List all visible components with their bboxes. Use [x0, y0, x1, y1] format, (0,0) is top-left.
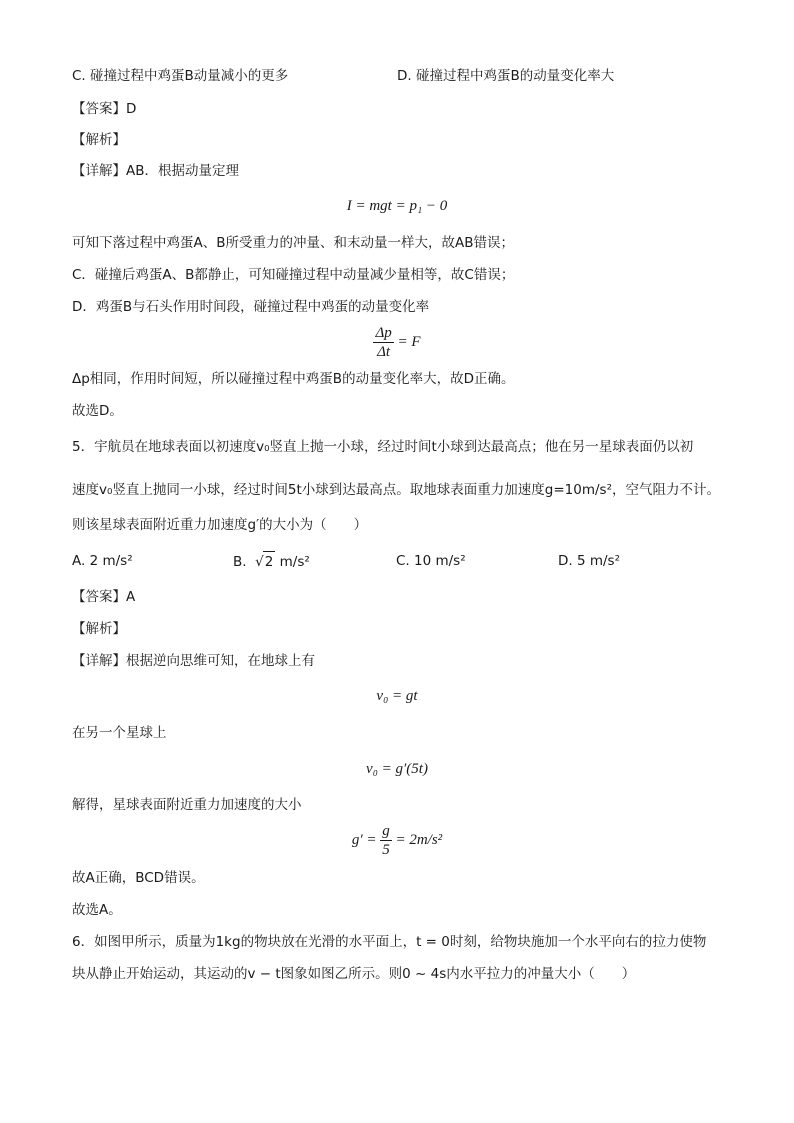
q4-fraction-rhs: = F [397, 334, 421, 350]
q5-option-b-radicand: 2 [263, 551, 276, 572]
q5-result-numerator: g [382, 823, 390, 840]
q5-equation-star: v₀ = g′(5t) [366, 761, 428, 777]
q5-option-d: D. 5 m/s² [558, 553, 621, 569]
q4-option-c: C. 碰撞过程中鸡蛋B动量减小的更多 [72, 68, 289, 84]
q5-result-denominator: 5 [382, 842, 390, 859]
q4-line-d: D．鸡蛋B与石头作用时间段，碰撞过程中鸡蛋的动量变化率 [72, 299, 430, 315]
q5-result-lhs: g′ = [351, 832, 377, 848]
q5-conclude: 故A正确，BCD错误。 [72, 870, 205, 886]
q4-line-ab: 可知下落过程中鸡蛋A、B所受重力的冲量、和末动量一样大，故AB错误； [72, 235, 514, 251]
q4-line-d2: Δp相同，作用时间短，所以碰撞过程中鸡蛋B的动量变化率大，故D正确。 [72, 371, 515, 387]
sqrt-icon: √ [250, 554, 264, 570]
q5-equation-earth: v₀ = gt [376, 688, 418, 704]
q4-option-d: D. 碰撞过程中鸡蛋B的动量变化率大 [397, 68, 615, 84]
q5-stem-line3: 则该星球表面附近重力加速度g′的大小为（ ） [72, 517, 368, 533]
q5-detail: 【详解】根据逆向思维可知，在地球上有 [72, 653, 315, 669]
q5-answer: 【答案】A [72, 589, 136, 605]
q4-fraction-numerator: Δp [375, 325, 392, 342]
q5-equation-result [0, 822, 794, 859]
q5-other-star: 在另一个星球上 [72, 725, 167, 741]
q5-analysis-heading: 【解析】 [72, 621, 126, 637]
q5-option-b-prefix: B. [233, 554, 247, 570]
q5-result-rhs: = 2m/s² [395, 832, 443, 848]
q4-choose: 故选D。 [72, 403, 123, 419]
q5-stem-line2: 速度v₀竖直上抛同一小球，经过时间5t小球到达最高点。取地球表面重力加速度g=10m/s²，空气阻力不计。 [72, 482, 720, 498]
q5-solve: 解得，星球表面附近重力加速度的大小 [72, 797, 302, 813]
q5-result-fraction [380, 822, 392, 859]
q4-equation-rate [0, 324, 794, 361]
q4-fraction-denominator: Δt [377, 344, 391, 361]
q6-stem-line1: 6．如图甲所示，质量为1kg的物块放在光滑的水平面上，t = 0时刻，给物块施加一个水平向右的拉力使物 [72, 934, 707, 950]
q4-answer: 【答案】D [72, 101, 137, 117]
q4-analysis-heading: 【解析】 [72, 132, 126, 148]
q4-fraction [373, 324, 393, 361]
q5-option-b-unit: m/s² [279, 554, 310, 570]
q5-option-a: A. 2 m/s² [72, 553, 133, 569]
q6-stem-line2: 块从静止开始运动，其运动的v − t图象如图乙所示。则0 ~ 4s内水平拉力的冲量大小（ ） [72, 966, 636, 982]
q5-option-b [233, 551, 310, 572]
q4-equation-impulse: I = mgt = p₁ − 0 [346, 198, 448, 214]
q5-stem-line1: 5．宇航员在地球表面以初速度v₀竖直上抛一小球，经过时间t小球到达最高点；他在另一星球表面仍以初 [72, 439, 694, 455]
q5-choose: 故选A。 [72, 902, 122, 918]
q4-line-c: C．碰撞后鸡蛋A、B都静止，可知碰撞过程中动量减少量相等，故C错误； [72, 267, 515, 283]
q4-detail: 【详解】AB．根据动量定理 [72, 163, 239, 179]
q5-option-c: C. 10 m/s² [396, 553, 466, 569]
